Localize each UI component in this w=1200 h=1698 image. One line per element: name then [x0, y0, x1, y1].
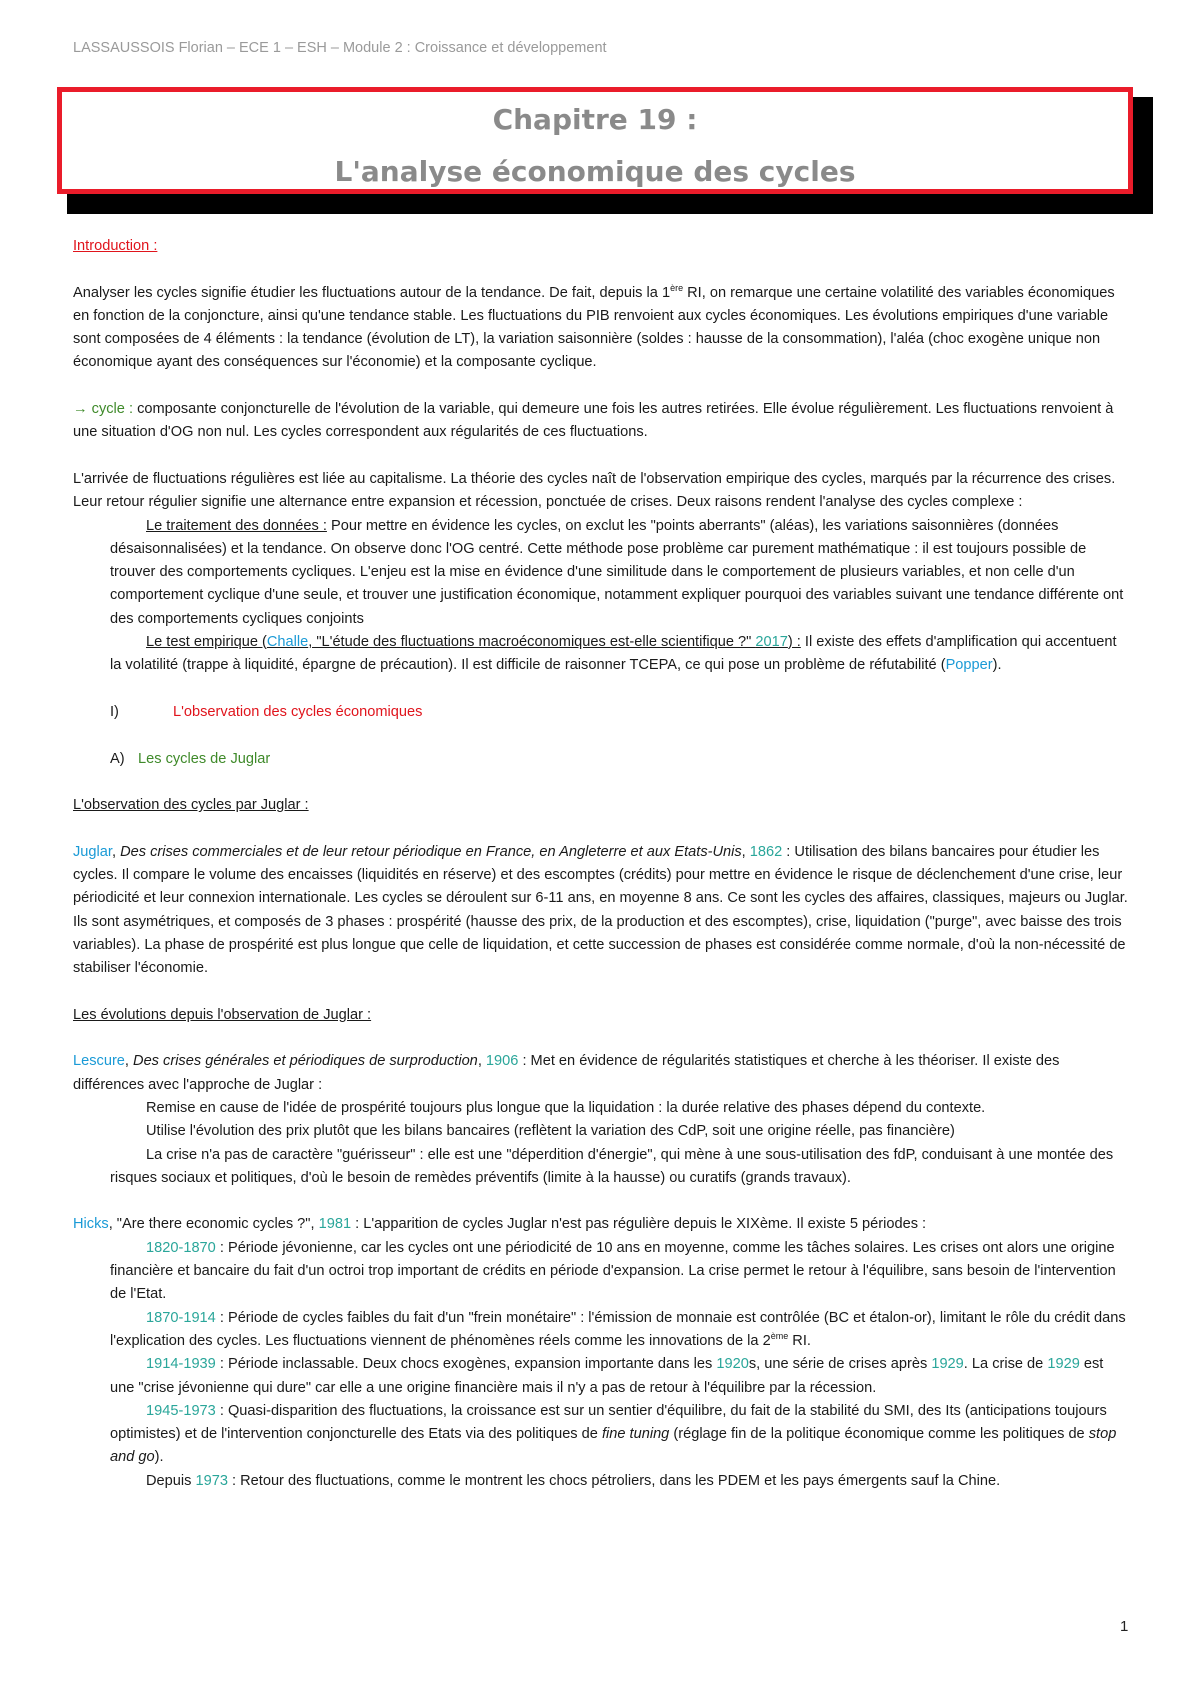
- section-heading-a: A) Les cycles de Juglar: [110, 750, 271, 767]
- list-item: Le traitement des données : Pour mettre en évidence les cycles, on exclut les "points aberrants" (aléas), les variations saisonnières (données désaisonnalisées) et la tendance. On observe donc l'OG centré. Cette méthode pose problème car purement mathématique : il est toujours possible de trouver des comportements cycliques. L'enjeu est la mise en évidence d'une similitude dans le comportement de plusieurs variables, et non celle d'un comportement cyclique d'une seule, et trouver une justification économique, notamment expliquer pourquoi des variables suivant une tendance différente ont des comportements cycliques conjoints: [110, 517, 1124, 627]
- intro-paragraph: Analyser les cycles signifie étudier les fluctuations autour de la tendance. De fait, depuis la 1ère RI, on remarque une certaine volatilité des variables économiques en fonction de la conjoncture, ainsi qu'une tendance stable. Les fluctuations du PIB renvoient aux cycles économiques. Les évolutions empiriques d'une variable sont composées de 4 éléments : la tendance (évolution de LT), la variation saisonnière (soldes : hausse de la consommation), l'aléa (choc exogène unique non économique ayant des conséquences sur l'économie) et la composante cyclique.: [73, 282, 1115, 371]
- chapter-title-box: [57, 87, 1133, 194]
- hicks-paragraph: Hicks, "Are there economic cycles ?", 1981 : L'apparition de cycles Juglar n'est pas régulière depuis le XIXème. Il existe 5 périodes :: [73, 1216, 927, 1233]
- chapter-title: L'analyse économique des cycles: [334, 155, 856, 188]
- evolutions-heading: Les évolutions depuis l'observation de Juglar :: [73, 1006, 372, 1023]
- chapter-number: Chapitre 19 :: [492, 103, 698, 136]
- running-header: LASSAUSSOIS Florian – ECE 1 – ESH – Module 2 : Croissance et développement: [73, 40, 607, 56]
- complexity-paragraph: L'arrivée de fluctuations régulières est liée au capitalisme. La théorie des cycles naît de l'observation empirique des cycles, marqués par la récurrence des crises. Leur retour régulier signifie une alternance entre expansion et récession, ponctuée de crises. Deux raisons rendent l'analyse des cycles complexe :: [73, 470, 1116, 511]
- list-item: 1870-1914 : Période de cycles faibles du fait d'un "frein monétaire" : l'émission de monnaie est contrôlée (BC et étalon-or), limitant le rôle du crédit dans l'explication des cycles. Les fluctuations viennent de phénomènes réels comme les innovations de la 2ème RI.: [110, 1309, 1126, 1349]
- cycle-label: → cycle :: [73, 401, 134, 418]
- complexity-list: [73, 515, 1131, 678]
- document-body: [73, 235, 1131, 1493]
- list-item: Le test empirique (Challe, "L'étude des fluctuations macroéconomiques est-elle scientifique ?" 2017) : Il existe des effets d'amplification qui accentuent la volatilité (trappe à liquidité, épargne de précaution). Il est difficile de raisonner TCEPA, ce qui pose un problème de réfutabilité (Popper).: [110, 634, 1117, 674]
- section-heading-1: I) L'observation des cycles économiques: [110, 703, 423, 720]
- lescure-list: [73, 1097, 1131, 1190]
- intro-heading: Introduction :: [73, 238, 158, 254]
- lescure-paragraph: Lescure, Des crises générales et périodiques de surproduction, 1906 : Met en évidence de régularités statistiques et cherche à les théoriser. Il existe des différences avec l'approche de Juglar :: [73, 1053, 1060, 1093]
- juglar-heading: L'observation des cycles par Juglar :: [73, 797, 309, 814]
- hicks-periods: [73, 1237, 1131, 1493]
- list-item: Remise en cause de l'idée de prospérité toujours plus longue que la liquidation : la durée relative des phases dépend du contexte.: [146, 1099, 986, 1116]
- juglar-paragraph: Juglar, Des crises commerciales et de leur retour périodique en France, en Angleterre et aux Etats-Unis, 1862 : Utilisation des bilans bancaires pour étudier les cycles. Il compare le volume des encaisses (liquidités en réserve) et des escomptes (crédits) pour mettre en évidence le risque de déclenchement d'une crise, leur périodicité et leur connexion internationale. Les cycles se déroulent sur 6-11 ans, en moyenne 8 ans. Ce sont les cycles des affaires, classiques, majeurs ou Juglar. Ils sont asymétriques, et composés de 3 phases : prospérité (hausse des prix, de la production et des escomptes), crise, liquidation ("purge", avec baisse des trois variables). La phase de prospérité est plus longue que celle de liquidation, et cette succession de phases est considérée comme normale, d'où la non-nécessité de stabiliser l'économie.: [73, 843, 1128, 977]
- list-item: Depuis 1973 : Retour des fluctuations, comme le montrent les chocs pétroliers, dans les PDEM et les pays émergents sauf la Chine.: [146, 1472, 1001, 1489]
- list-item: La crise n'a pas de caractère "guérisseur" : elle est une "déperdition d'énergie", qui mène à une sous-utilisation des fdP, conduisant à une montée des risques sociaux et politiques, d'où le besoin de remèdes préventifs (limite à la hausse) ou curatifs (grands travaux).: [110, 1146, 1114, 1186]
- list-item: 1914-1939 : Période inclassable. Deux chocs exogènes, expansion importante dans les 1920s, une série de crises après 1929. La crise de 1929 est une "crise jévonienne qui dure" car elle a une origine financière mais il n'y a pas de retour à l'équilibre par la récession.: [110, 1356, 1104, 1396]
- list-item: 1945-1973 : Quasi-disparition des fluctuations, la croissance est sur un sentier d'équilibre, du fait de la stabilité du SMI, des Its (anticipations toujours optimistes) et de l'intervention conjoncturelle des Etats via des politiques de fine tuning (réglage fin de la politique économique comme les politiques de stop and go).: [110, 1402, 1117, 1466]
- page-number: 1: [1120, 1618, 1129, 1635]
- list-item: 1820-1870 : Période jévonienne, car les cycles ont une périodicité de 10 ans en moyenne, comme les tâches solaires. Les crises ont alors une origine financière et bancaire du fait d'un octroi trop important de crédits en période d'expansion. La crise permet le retour à l'équilibre, sans besoin de l'intervention de l'Etat.: [110, 1239, 1116, 1303]
- list-item: Utilise l'évolution des prix plutôt que les bilans bancaires (reflètent la variation des CdP, soit une origine réelle, pas financière): [146, 1123, 955, 1140]
- cycle-definition: → cycle : composante conjoncturelle de l'évolution de la variable, qui demeure une fois les autres retirées. Elle évolue régulièrement. Les fluctuations renvoient à une situation d'OG non nul. Les cycles correspondent aux régularités de ces fluctuations.: [73, 401, 1114, 441]
